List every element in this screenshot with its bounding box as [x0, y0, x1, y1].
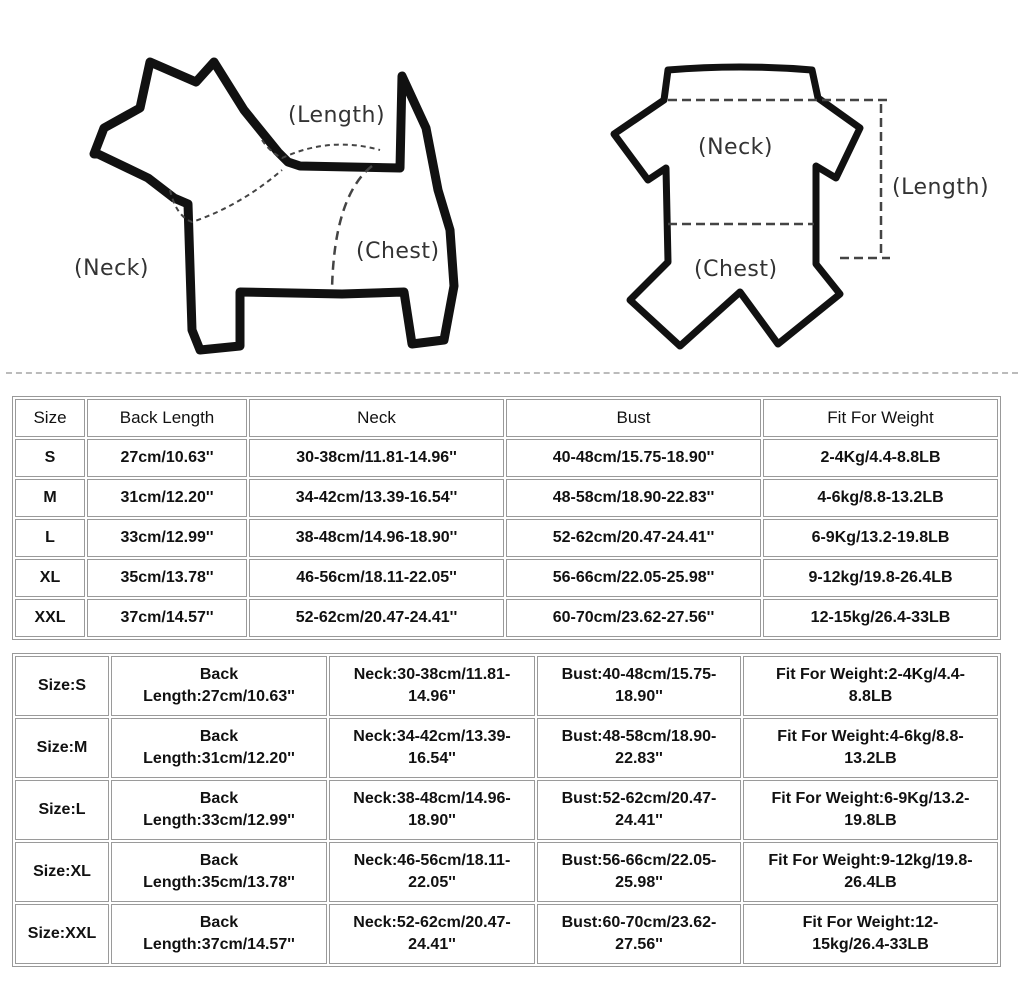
- table-cell: [329, 780, 535, 840]
- cell-line: 24.41'': [615, 812, 663, 829]
- cell-line: Bust:40-48cm/15.75-: [561, 666, 717, 683]
- table-cell: [537, 904, 741, 964]
- table-cell: [537, 842, 741, 902]
- cell-line: Fit For Weight:4-6kg/8.8-: [777, 728, 964, 745]
- table-cell: [743, 780, 998, 840]
- table-cell: 52-62cm/20.47-24.41'': [506, 519, 761, 557]
- cell-line: Bust:52-62cm/20.47-: [561, 790, 717, 807]
- table-cell: [329, 842, 535, 902]
- cell-line: Size:S: [37, 677, 86, 694]
- cell-line: Length:33cm/12.99'': [143, 812, 295, 829]
- cell-line: Size:XL: [33, 863, 91, 880]
- table-cell: [743, 842, 998, 902]
- cell-line: 13.2LB: [844, 750, 897, 767]
- table-cell: [15, 718, 109, 778]
- table-cell: 6-9Kg/13.2-19.8LB: [763, 519, 998, 557]
- header-row: [15, 399, 998, 437]
- table-row: [15, 599, 998, 637]
- table-cell: [15, 904, 109, 964]
- cell-line: Bust:56-66cm/22.05-: [561, 852, 717, 869]
- cell-line: Size:M: [36, 739, 88, 756]
- table-cell: [15, 842, 109, 902]
- garment-label-chest: (Chest): [694, 257, 778, 282]
- table-cell: 12-15kg/26.4-33LB: [763, 599, 998, 637]
- column-header: Fit For Weight: [763, 399, 998, 437]
- cell-line: Fit For Weight:12-: [802, 914, 939, 931]
- table-cell: [329, 656, 535, 716]
- table-row: [15, 718, 998, 778]
- table-cell: [111, 656, 327, 716]
- cell-line: Length:27cm/10.63'': [143, 688, 295, 705]
- cell-line: 18.90'': [408, 812, 456, 829]
- cell-line: Fit For Weight:9-12kg/19.8-: [768, 852, 973, 869]
- size-chart-body: [15, 399, 998, 637]
- table-cell: 52-62cm/20.47-24.41'': [249, 599, 504, 637]
- table-cell: [537, 780, 741, 840]
- cell-line: Back: [199, 790, 239, 807]
- table-cell: XXL: [15, 599, 85, 637]
- table-cell: [743, 718, 998, 778]
- table-cell: XL: [15, 559, 85, 597]
- dog-label-neck: (Neck): [74, 256, 149, 281]
- cell-line: 18.90'': [615, 688, 663, 705]
- cell-line: 27.56'': [615, 936, 663, 953]
- table-row: [15, 780, 998, 840]
- table-cell: [111, 780, 327, 840]
- cell-line: Size:XXL: [27, 925, 97, 942]
- cell-line: Neck:46-56cm/18.11-: [353, 852, 511, 869]
- cell-line: 15kg/26.4-33LB: [812, 936, 929, 953]
- cell-line: Neck:52-62cm/20.47-: [353, 914, 511, 931]
- dog-outline-icon: [94, 62, 454, 350]
- cell-line: Back: [199, 728, 239, 745]
- table-cell: 34-42cm/13.39-16.54'': [249, 479, 504, 517]
- column-header: Bust: [506, 399, 761, 437]
- cell-line: Size:L: [38, 801, 86, 818]
- table-cell: 4-6kg/8.8-13.2LB: [763, 479, 998, 517]
- dog-label-length: (Length): [288, 103, 386, 128]
- table-cell: 31cm/12.20'': [87, 479, 247, 517]
- table-cell: 37cm/14.57'': [87, 599, 247, 637]
- table-cell: M: [15, 479, 85, 517]
- column-header: Neck: [249, 399, 504, 437]
- table-cell: L: [15, 519, 85, 557]
- table-cell: 27cm/10.63'': [87, 439, 247, 477]
- cell-line: Neck:38-48cm/14.96-: [353, 790, 511, 807]
- table-cell: [537, 718, 741, 778]
- cell-line: Length:35cm/13.78'': [143, 874, 295, 891]
- cell-line: Length:31cm/12.20'': [143, 750, 295, 767]
- cell-line: 14.96'': [408, 688, 456, 705]
- cell-line: Neck:34-42cm/13.39-: [353, 728, 511, 745]
- table-cell: 33cm/12.99'': [87, 519, 247, 557]
- table-cell: 46-56cm/18.11-22.05'': [249, 559, 504, 597]
- cell-line: 19.8LB: [844, 812, 897, 829]
- cell-line: 24.41'': [408, 936, 456, 953]
- table-cell: [111, 842, 327, 902]
- table-cell: [329, 904, 535, 964]
- table-row: [15, 439, 998, 477]
- table-cell: 56-66cm/22.05-25.98'': [506, 559, 761, 597]
- cell-line: Back: [199, 914, 239, 931]
- section-divider: [6, 372, 1018, 374]
- column-header: Size: [15, 399, 85, 437]
- column-header: Back Length: [87, 399, 247, 437]
- cell-line: Bust:60-70cm/23.62-: [561, 914, 717, 931]
- table-cell: 38-48cm/14.96-18.90'': [249, 519, 504, 557]
- table-row: [15, 519, 998, 557]
- size-detail-body: [15, 656, 998, 964]
- table-cell: [15, 656, 109, 716]
- table-cell: 60-70cm/23.62-27.56'': [506, 599, 761, 637]
- table-cell: [15, 780, 109, 840]
- cell-line: Bust:48-58cm/18.90-: [561, 728, 717, 745]
- table-cell: 9-12kg/19.8-26.4LB: [763, 559, 998, 597]
- table-cell: [743, 656, 998, 716]
- size-detail-table: [12, 653, 1001, 967]
- size-chart-table: [12, 396, 1001, 640]
- cell-line: Length:37cm/14.57'': [143, 936, 295, 953]
- garment-label-length: (Length): [892, 175, 990, 200]
- garment-outline-icon: [614, 67, 890, 346]
- table-cell: S: [15, 439, 85, 477]
- table-cell: 48-58cm/18.90-22.83'': [506, 479, 761, 517]
- table-row: [15, 904, 998, 964]
- table-cell: 2-4Kg/4.4-8.8LB: [763, 439, 998, 477]
- table-cell: 30-38cm/11.81-14.96'': [249, 439, 504, 477]
- table-cell: [111, 718, 327, 778]
- cell-line: Neck:30-38cm/11.81-: [353, 666, 511, 683]
- cell-line: 22.05'': [408, 874, 456, 891]
- table-cell: [537, 656, 741, 716]
- cell-line: 22.83'': [615, 750, 663, 767]
- table-row: [15, 559, 998, 597]
- table-cell: [329, 718, 535, 778]
- cell-line: Back: [199, 666, 239, 683]
- table-cell: [111, 904, 327, 964]
- cell-line: 8.8LB: [848, 688, 893, 705]
- cell-line: Fit For Weight:6-9Kg/13.2-: [771, 790, 970, 807]
- cell-line: 16.54'': [408, 750, 456, 767]
- garment-label-neck: (Neck): [698, 135, 773, 160]
- table-row: [15, 656, 998, 716]
- table-cell: [743, 904, 998, 964]
- cell-line: 25.98'': [615, 874, 663, 891]
- table-cell: 40-48cm/15.75-18.90'': [506, 439, 761, 477]
- table-row: [15, 479, 998, 517]
- cell-line: Back: [199, 852, 239, 869]
- dog-label-chest: (Chest): [356, 239, 440, 264]
- table-cell: 35cm/13.78'': [87, 559, 247, 597]
- cell-line: 26.4LB: [844, 874, 897, 891]
- table-row: [15, 842, 998, 902]
- measurement-diagram: [0, 0, 1024, 365]
- cell-line: Fit For Weight:2-4Kg/4.4-: [775, 666, 966, 683]
